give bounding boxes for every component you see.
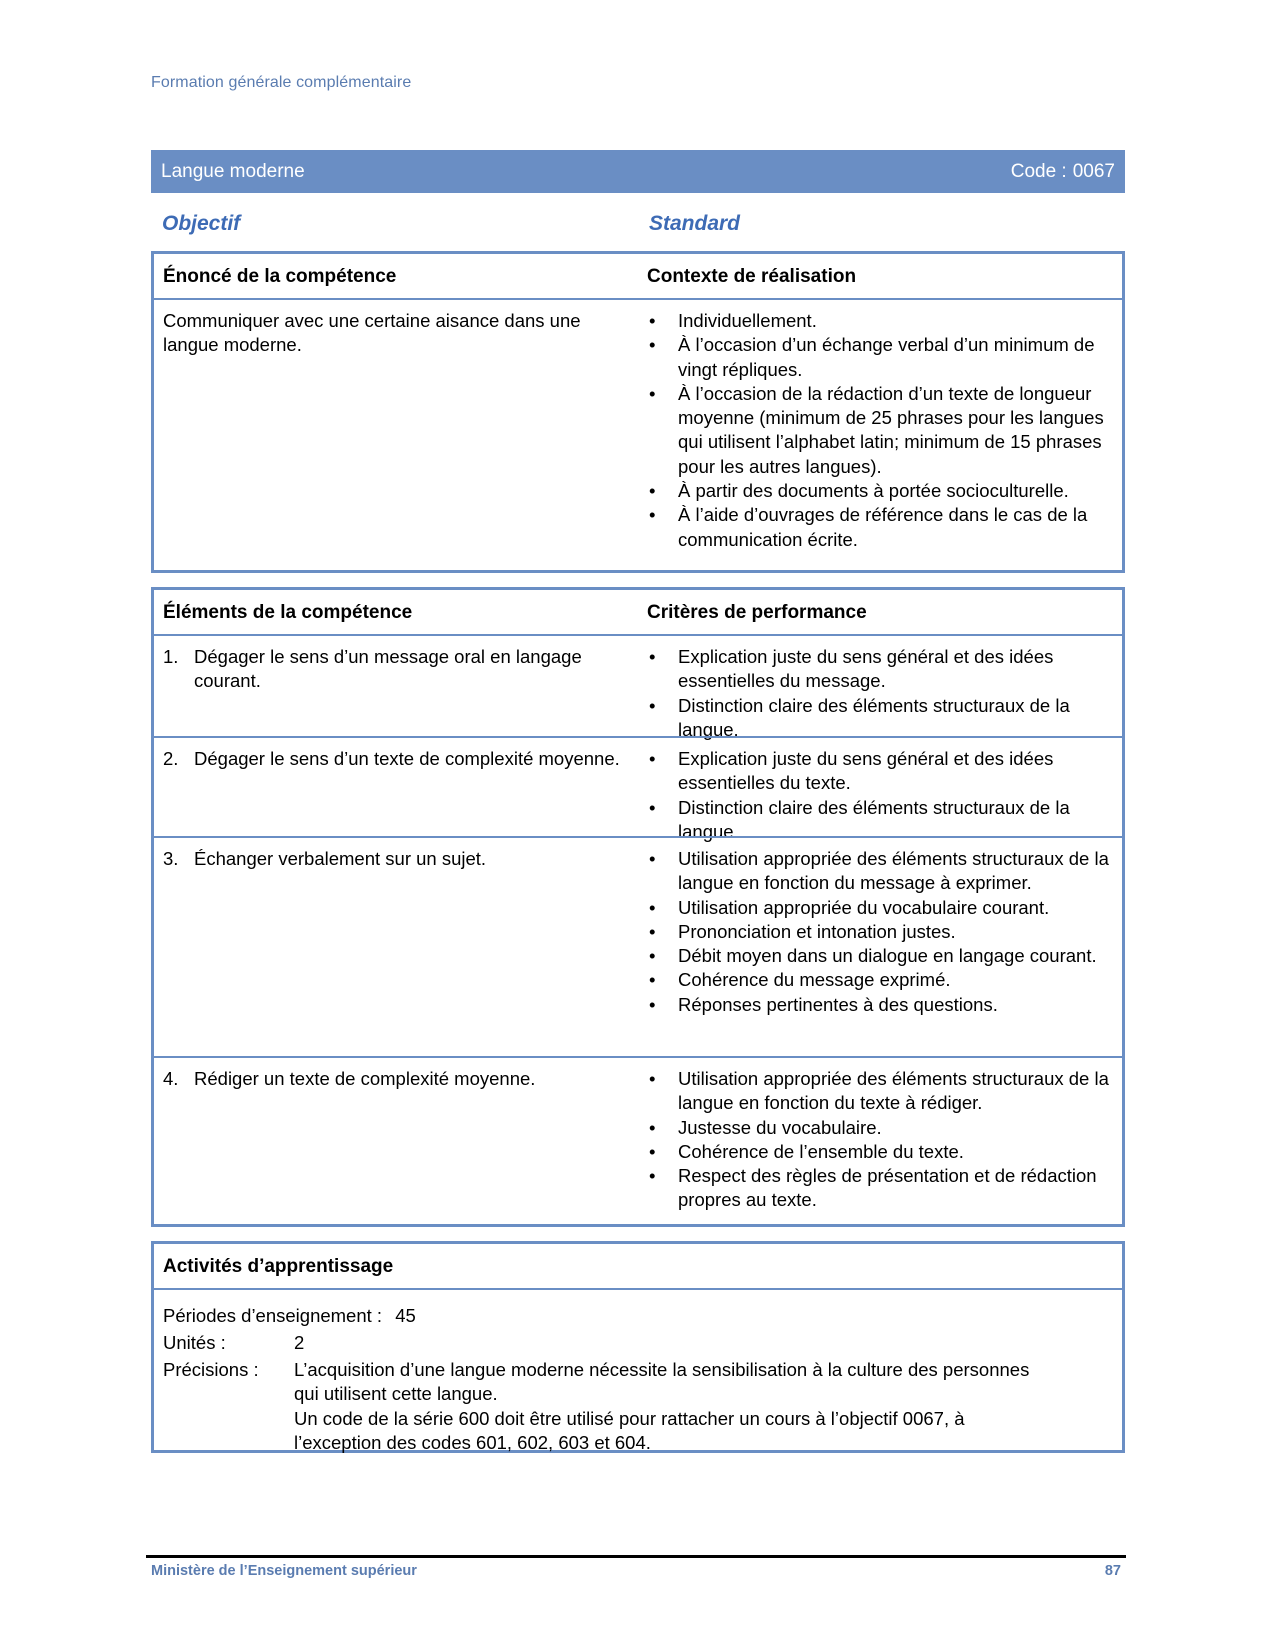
element-number: 2. (163, 748, 179, 769)
criteria-item: • Justesse du vocabulaire. (647, 1116, 1117, 1140)
criteria-item: • Utilisation appropriée du vocabulaire courant. (647, 896, 1117, 920)
criteria-item: • Explication juste du sens général et des idées essentielles du message. (647, 645, 1117, 694)
context-item: • À l’occasion d’un échange verbal d’un minimum de vingt répliques. (647, 333, 1117, 382)
criteria-heading: Critères de performance (647, 602, 867, 623)
element-number: 4. (163, 1068, 179, 1089)
criteria-item: • Cohérence de l’ensemble du texte. (647, 1140, 1117, 1164)
competence-header (154, 254, 1122, 300)
page-number: 87 (1104, 1563, 1121, 1579)
activities-heading: Activités d’apprentissage (163, 1256, 394, 1277)
element-row (154, 636, 1122, 740)
element-statement (163, 645, 633, 694)
competence-statement: Communiquer avec une certaine aisance dans une langue moderne. (163, 310, 581, 356)
criteria-item: • Explication juste du sens général et des idées essentielles du texte. (647, 747, 1117, 796)
code-label: Code : (1010, 161, 1067, 182)
criteria-item: • Cohérence du message exprimé. (647, 968, 1117, 992)
context-item: • À l’occasion de la rédaction d’un texte de longueur moyenne (minimum de 25 phrases pour les langues qui utilisent l’alphabet latin; minimum de 15 phrases pour les autres langues). (647, 382, 1117, 479)
competence-box (151, 251, 1125, 573)
criteria-list (647, 847, 1117, 1017)
criteria-list (647, 747, 1117, 844)
element-number: 3. (163, 848, 179, 869)
footer-rule (146, 1555, 1126, 1558)
elements-heading: Éléments de la compétence (163, 602, 413, 623)
enonce-heading: Énoncé de la compétence (163, 266, 397, 287)
competence-row (154, 300, 1122, 570)
precisions-text-1: L’acquisition d’une langue moderne nécessite la sensibilisation à la culture des personnes qui utilisent cette langue. (294, 1359, 1030, 1405)
criteria-list (647, 1067, 1117, 1213)
element-text: Dégager le sens d’un message oral en langage courant. (194, 646, 582, 692)
footer-ministry: Ministère de l’Enseignement supérieur (151, 1563, 417, 1579)
criteria-item: • Prononciation et intonation justes. (647, 920, 1117, 944)
criteria-list (647, 645, 1117, 742)
periods-value: 45 (395, 1305, 416, 1326)
running-header: Formation générale complémentaire (151, 74, 412, 91)
standard-heading: Standard (649, 212, 741, 235)
program-code (1011, 161, 1115, 183)
elements-box (151, 587, 1125, 1227)
context-list (647, 309, 1117, 552)
criteria-item: • Distinction claire des éléments structuraux de la langue. (647, 694, 1117, 743)
element-statement (163, 1067, 633, 1091)
criteria-item: • Réponses pertinentes à des questions. (647, 993, 1117, 1017)
precisions-label: Précisions : (163, 1359, 259, 1380)
title-bar (151, 150, 1125, 193)
criteria-item: • Utilisation appropriée des éléments structuraux de la langue en fonction du message à exprimer. (647, 847, 1117, 896)
element-statement (163, 747, 633, 771)
element-statement (163, 847, 633, 871)
units-label: Unités : (163, 1332, 226, 1353)
criteria-item: • Débit moyen dans un dialogue en langage courant. (647, 944, 1117, 968)
objectif-heading: Objectif (162, 212, 241, 235)
element-row (154, 736, 1122, 842)
activities-box (151, 1241, 1125, 1453)
element-text: Échanger verbalement sur un sujet. (194, 848, 487, 869)
precisions-text-2: Un code de la série 600 doit être utilisé pour rattacher un cours à l’objectif 0067, à l’exception des codes 601, 602, 603 et 604. (294, 1407, 965, 1453)
context-item: • À l’aide d’ouvrages de référence dans le cas de la communication écrite. (647, 503, 1117, 552)
element-row (154, 836, 1122, 1056)
program-title: Langue moderne (161, 161, 305, 182)
precisions-block (163, 1358, 1113, 1455)
context-item: • Individuellement. (647, 309, 1117, 333)
contexte-heading: Contexte de réalisation (647, 266, 857, 287)
criteria-item: • Distinction claire des éléments structuraux de la langue. (647, 796, 1117, 845)
element-text: Rédiger un texte de complexité moyenne. (194, 1068, 536, 1089)
criteria-item: • Respect des règles de présentation et de rédaction propres au texte. (647, 1164, 1117, 1213)
units-value: 2 (294, 1332, 305, 1353)
context-item: • À partir des documents à portée socioculturelle. (647, 479, 1117, 503)
periods-label: Périodes d’enseignement : (163, 1305, 383, 1326)
elements-header (154, 590, 1122, 636)
criteria-item: • Utilisation appropriée des éléments structuraux de la langue en fonction du texte à rédiger. (647, 1067, 1117, 1116)
element-row (154, 1056, 1122, 1211)
activities-header (154, 1244, 1122, 1290)
code-value: 0067 (1072, 161, 1115, 182)
periods-line (163, 1304, 416, 1328)
element-text: Dégager le sens d’un texte de complexité moyenne. (194, 748, 620, 769)
element-number: 1. (163, 646, 179, 667)
units-line (163, 1331, 304, 1355)
